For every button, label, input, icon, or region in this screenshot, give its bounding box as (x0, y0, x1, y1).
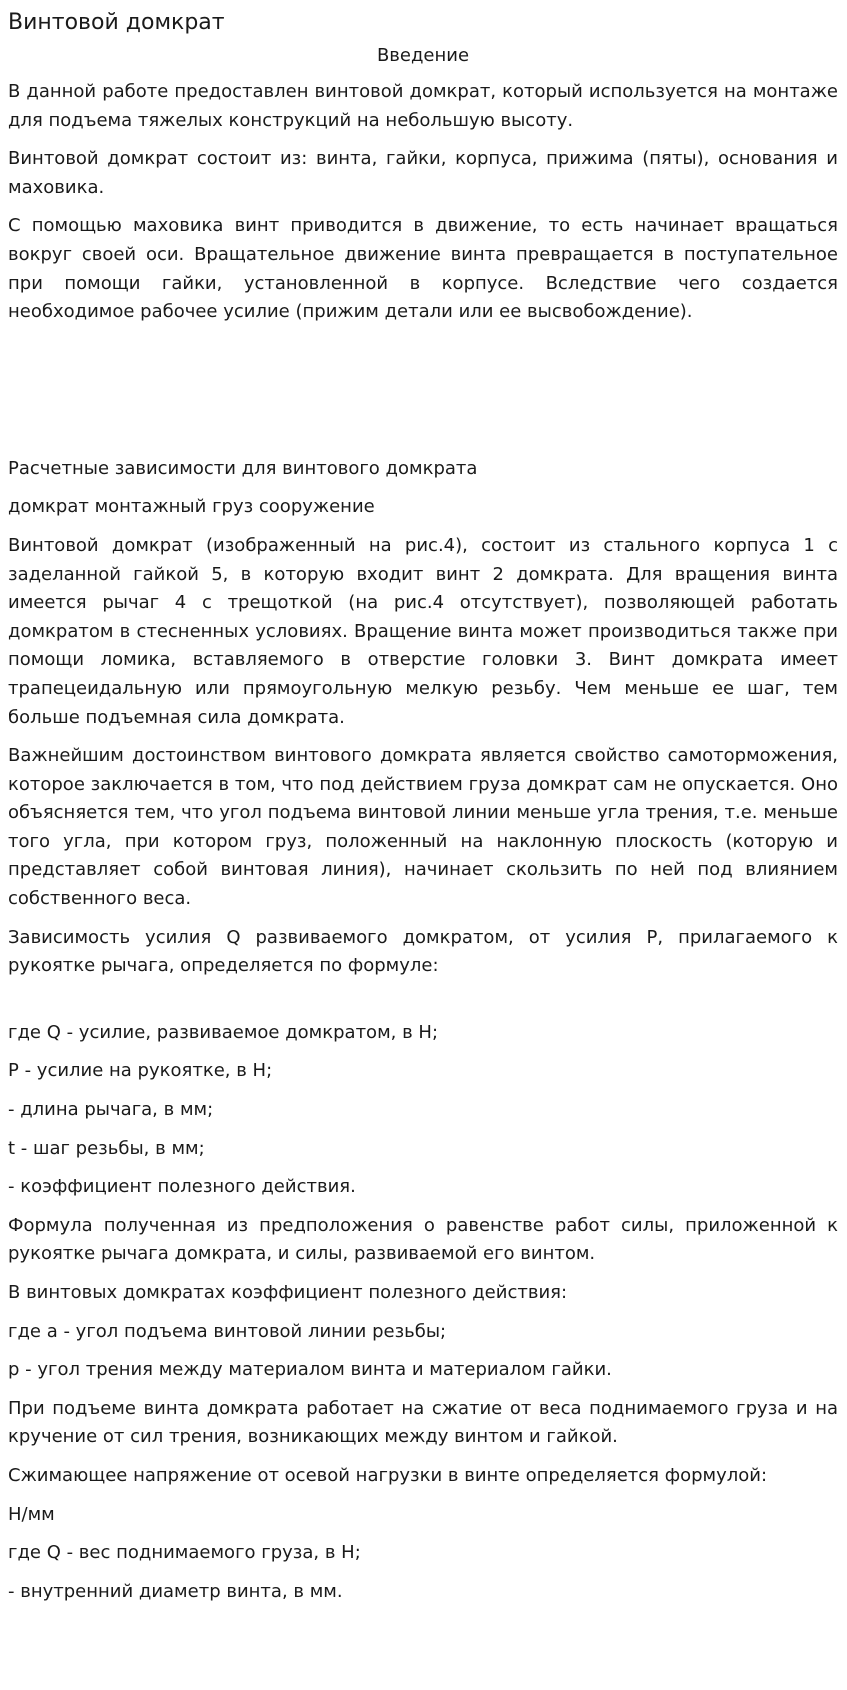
paragraph: Винтовой домкрат (изображенный на рис.4), состоит из стального корпуса 1 с заделанной гайкой 5, в которую входит винт 2 домкрата. Для вращения винта имеется рычаг 4 с трещоткой (на рис.4 отсутствует), позволяющей работать домкратом в стесненных условиях. Вращение винта может производиться также при помощи ломика, вставляемого в отверстие головки 3. Винт домкрата имеет трапецеидальную или прямоугольную мелкую резьбу. Чем меньше ее шаг, тем больше подъемная сила домкрата. (8, 534, 838, 728)
unit-line: Н/мм (8, 1503, 55, 1525)
paragraph: Винтовой домкрат состоит из: винта, гайки, корпуса, прижима (пяты), основания и маховика. (8, 148, 838, 198)
intro-heading: Введение (376, 45, 470, 66)
paragraph: Зависимость усилия Q развиваемого домкратом, от усилия P, прилагаемого к рукоятке рычага, определяется по формуле: (8, 926, 838, 977)
definition-line: p - угол трения между материалом винта и материалом гайки. (8, 1359, 612, 1381)
paragraph: Важнейшим достоинством винтового домкрата является свойство самоторможения, которое заключается в том, что под действием груза домкрат сам не опускается. Оно объясняется тем, что угол подъема винтовой линии меньше угла трения, т.е. меньше того угла, при котором груз, положенный на наклонную плоскость (которую и представляет собой винтовая линия), начинает скользить по ней под влиянием собственного веса. (8, 745, 838, 910)
paragraph: Сжимающее напряжение от осевой нагрузки в винте определяется формулой: (8, 1464, 768, 1486)
definition-line: - внутренний диаметр винта, в мм. (8, 1580, 343, 1602)
keywords-line: домкрат монтажный груз сооружение (8, 496, 375, 518)
definition-line: - коэффициент полезного действия. (8, 1176, 356, 1198)
formula-placeholder (8, 991, 838, 1019)
definition-line: где Q - усилие, развиваемое домкратом, в Н; (8, 1021, 439, 1043)
blank-space (8, 337, 838, 455)
definition-line: - длина рычага, в мм; (8, 1099, 214, 1121)
definition-line: где a - угол подъема винтовой линии резьбы; (8, 1320, 447, 1342)
paragraph: При подъеме винта домкрата работает на сжатие от веса поднимаемого груза и на кручение от сил трения, возникающих между винтом и гайкой. (8, 1397, 838, 1448)
paragraph: В данной работе предоставлен винтовой домкрат, который используется на монтаже для подъема тяжелых конструкций на небольшую высоту. (8, 81, 838, 131)
paragraph: Формула полученная из предположения о равенстве работ силы, приложенной к рукоятке рычага домкрата, и силы, развиваемой его винтом. (8, 1214, 838, 1265)
document-title: Винтовой домкрат (8, 10, 225, 35)
paragraph: С помощью маховика винт приводится в движение, то есть начинает вращаться вокруг своей оси. Вращательное движение винта превращается в поступательное при помощи гайки, установленной в корпусе. Вследствие чего создается необходимое рабочее усилие (прижим детали или ее высвобождение). (8, 215, 838, 323)
definition-line: P - усилие на рукоятке, в Н; (8, 1060, 273, 1082)
definition-line: где Q - вес поднимаемого груза, в Н; (8, 1542, 361, 1564)
definition-line: t - шаг резьбы, в мм; (8, 1137, 205, 1159)
paragraph: В винтовых домкратах коэффициент полезного действия: (8, 1282, 568, 1303)
section-heading: Расчетные зависимости для винтового домкрата (8, 457, 478, 479)
